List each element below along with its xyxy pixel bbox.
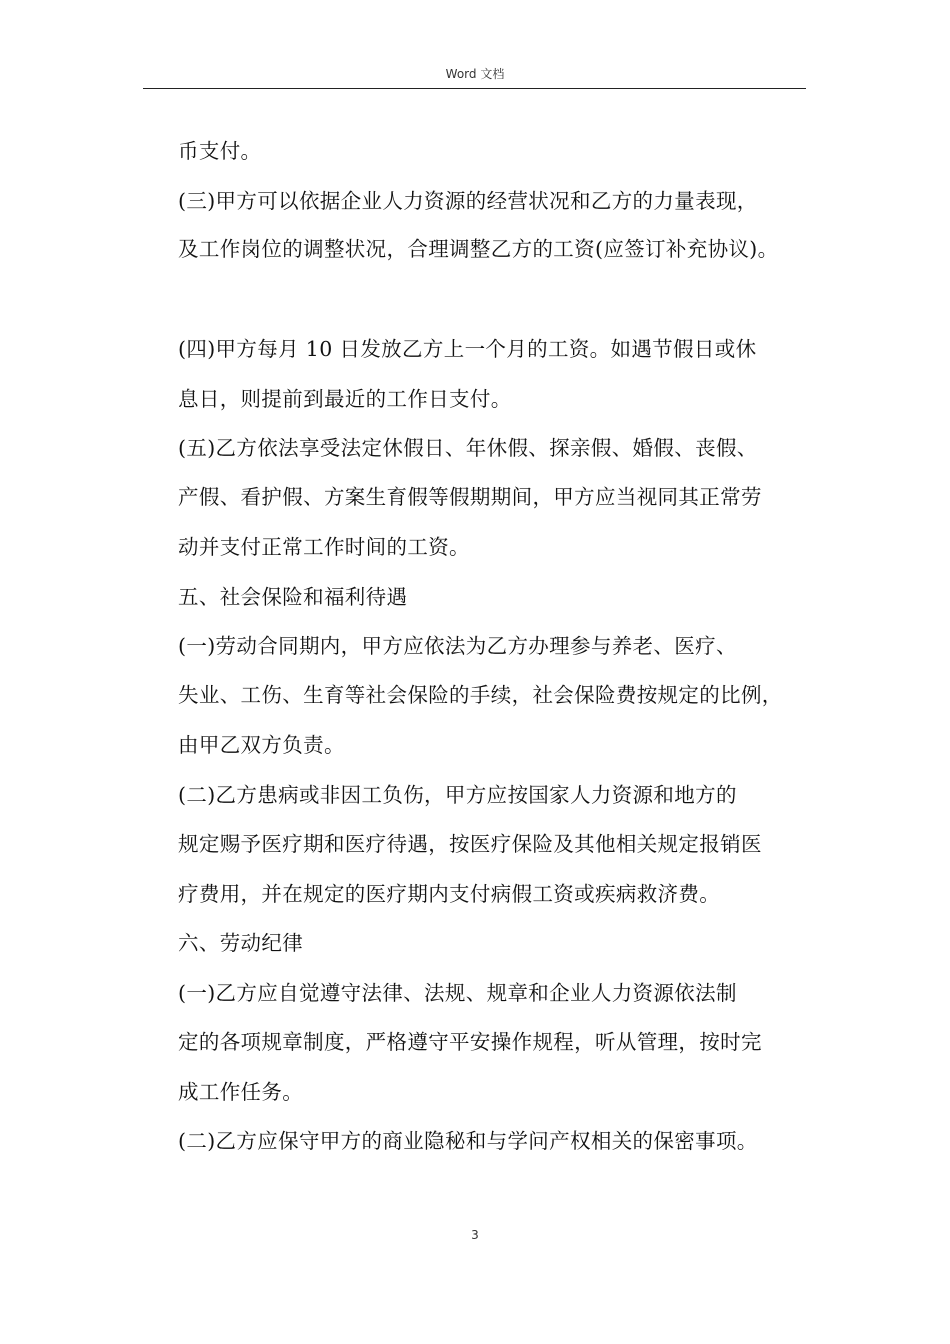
text-line: 由甲乙双方负责。 bbox=[178, 733, 345, 757]
section-heading: 五、社会保险和福利待遇 bbox=[178, 585, 408, 609]
text-line: 产假、看护假、方案生育假等假期期间，甲方应当视同其正常劳 bbox=[178, 485, 762, 509]
header-divider bbox=[143, 88, 806, 89]
text-line: 息日，则提前到最近的工作日支付。 bbox=[178, 387, 512, 411]
text-line: 动并支付正常工作时间的工资。 bbox=[178, 535, 470, 559]
text-line: 定的各项规章制度，严格遵守平安操作规程，听从管理，按时完 bbox=[178, 1030, 762, 1054]
page-number: 3 bbox=[471, 1228, 479, 1242]
text-line: 失业、工伤、生育等社会保险的手续，社会保险费按规定的比例， bbox=[178, 683, 783, 707]
text-line: (二)乙方应保守甲方的商业隐秘和与学问产权相关的保密事项。 bbox=[178, 1129, 758, 1153]
page-header: Word 文档 bbox=[445, 67, 505, 81]
text-line: (二)乙方患病或非因工负伤，甲方应按国家人力资源和地方的 bbox=[178, 783, 737, 807]
text-line: 币支付。 bbox=[178, 139, 262, 163]
text-line: 疗费用，并在规定的医疗期内支付病假工资或疾病救济费。 bbox=[178, 882, 721, 906]
text-line: (三)甲方可以依据企业人力资源的经营状况和乙方的力量表现， bbox=[178, 189, 758, 213]
text-line: (四)甲方每月 10 日发放乙方上一个月的工资。如遇节假日或休 bbox=[178, 337, 757, 361]
text-line: (一)劳动合同期内，甲方应依法为乙方办理参与养老、医疗、 bbox=[178, 634, 737, 658]
text-line: (一)乙方应自觉遵守法律、法规、规章和企业人力资源依法制 bbox=[178, 981, 737, 1005]
text-line: 规定赐予医疗期和医疗待遇，按医疗保险及其他相关规定报销医 bbox=[178, 832, 762, 856]
text-line: 成工作任务。 bbox=[178, 1080, 304, 1104]
text-line: (五)乙方依法享受法定休假日、年休假、探亲假、婚假、丧假、 bbox=[178, 436, 758, 460]
section-heading: 六、劳动纪律 bbox=[178, 931, 304, 955]
text-line: 及工作岗位的调整状况，合理调整乙方的工资(应签订补充协议)。 bbox=[178, 237, 779, 261]
